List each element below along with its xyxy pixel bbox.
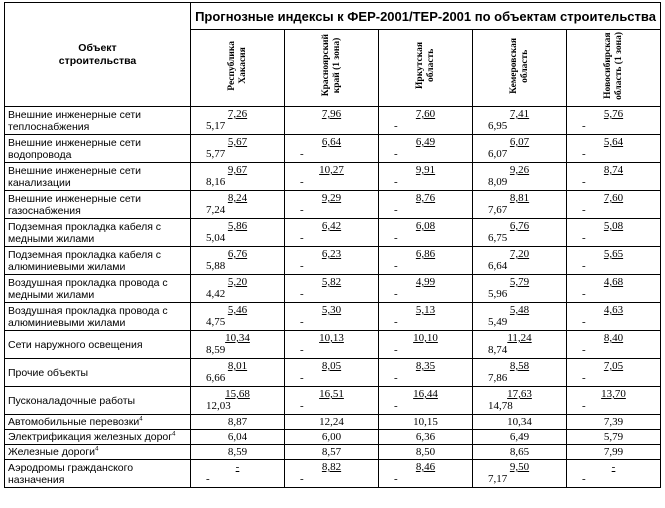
footnote-mark: 4	[139, 416, 143, 423]
index-bottom-value: 5,17	[206, 120, 226, 132]
index-top-value	[285, 303, 378, 316]
index-bottom-value: -	[582, 400, 586, 412]
index-bottom-value: -	[582, 148, 586, 160]
index-cell	[191, 460, 285, 488]
index-bottom-value: -	[394, 288, 398, 300]
index-bottom-value: -	[582, 120, 586, 132]
index-bottom-value: 8,09	[488, 176, 508, 188]
index-top-text: 16,51	[319, 388, 344, 400]
object-name: Воздушная прокладка провода с медными жилами	[5, 275, 191, 303]
index-top-value	[473, 135, 566, 148]
index-top-text: 11,24	[507, 332, 532, 344]
index-top-value	[379, 219, 472, 232]
index-top-text: 10,13	[319, 332, 344, 344]
index-bottom-value: -	[394, 400, 398, 412]
index-cell	[473, 247, 567, 275]
index-top-value	[191, 247, 284, 260]
index-table	[4, 2, 661, 488]
index-cell	[285, 387, 379, 415]
index-top-value	[379, 107, 472, 120]
region-header-khakassia: Республика Хакасия	[191, 30, 285, 107]
index-cell: 8,65	[473, 445, 567, 460]
index-bottom-value: 8,16	[206, 176, 226, 188]
index-cell	[285, 219, 379, 247]
index-bottom-value: -	[394, 344, 398, 356]
table-row	[5, 415, 661, 430]
index-cell: 6,49	[473, 430, 567, 445]
index-cell	[191, 135, 285, 163]
index-cell: 6,36	[379, 430, 473, 445]
index-cell	[379, 359, 473, 387]
index-top-text: 5,67	[227, 136, 248, 148]
index-top-text: 6,64	[321, 136, 342, 148]
index-top-value	[285, 387, 378, 400]
index-top-value	[379, 247, 472, 260]
index-top-value	[191, 387, 284, 400]
object-name: Сети наружного освещения	[5, 331, 191, 359]
index-top-value	[379, 303, 472, 316]
index-bottom-value: 6,64	[488, 260, 508, 272]
index-top-text: 8,05	[321, 360, 342, 372]
index-top-text: 6,86	[415, 248, 436, 260]
index-bottom-value: -	[300, 316, 304, 328]
index-bottom-value: -	[300, 148, 304, 160]
index-top-value	[285, 275, 378, 288]
index-top-text: 8,01	[227, 360, 248, 372]
index-cell	[567, 460, 661, 488]
index-cell	[379, 219, 473, 247]
index-bottom-value: 14,78	[488, 400, 513, 412]
index-top-text: 5,86	[227, 220, 248, 232]
index-cell	[567, 247, 661, 275]
index-top-value	[567, 219, 660, 232]
index-top-value	[473, 163, 566, 176]
index-bottom-value: -	[394, 148, 398, 160]
object-name: Прочие объекты	[5, 359, 191, 387]
index-cell	[567, 387, 661, 415]
index-top-text: 8,35	[415, 360, 436, 372]
index-top-text: 4,68	[603, 276, 624, 288]
index-cell	[191, 359, 285, 387]
index-top-text: 4,63	[603, 304, 624, 316]
index-cell	[473, 303, 567, 331]
table-row	[5, 191, 661, 219]
index-top-value	[191, 460, 284, 473]
index-top-value	[567, 163, 660, 176]
index-top-value	[285, 247, 378, 260]
region-header-irkutsk: Иркутская область	[379, 30, 473, 107]
object-column-header: Объект строительства	[5, 3, 191, 107]
index-cell	[191, 107, 285, 135]
index-top-text: 8,74	[603, 164, 624, 176]
index-top-value	[285, 163, 378, 176]
index-cell	[191, 163, 285, 191]
index-cell: 6,04	[191, 430, 285, 445]
object-name: Пусконаладочные работы	[5, 387, 191, 415]
footnote-mark: 4	[95, 446, 99, 453]
index-bottom-value: -	[394, 372, 398, 384]
index-top-text: 7,60	[603, 192, 624, 204]
index-top-text: 5,08	[603, 220, 624, 232]
index-top-text: 6,07	[509, 136, 530, 148]
index-top-value	[567, 359, 660, 372]
index-top-value	[285, 331, 378, 344]
index-bottom-value: -	[206, 473, 210, 485]
index-bottom-value: -	[582, 176, 586, 188]
index-cell: 5,79	[567, 430, 661, 445]
object-name: Внешние инженерные сети водопровода	[5, 135, 191, 163]
index-top-text: 9,26	[509, 164, 530, 176]
index-top-text: 6,42	[321, 220, 342, 232]
index-cell: 10,34	[473, 415, 567, 430]
index-top-text: 5,64	[603, 136, 624, 148]
object-name: Воздушная прокладка провода с алюминиевыми жилами	[5, 303, 191, 331]
index-top-value	[191, 303, 284, 316]
index-cell	[567, 163, 661, 191]
index-bottom-value: -	[394, 260, 398, 272]
table-row	[5, 430, 661, 445]
index-cell	[473, 460, 567, 488]
table-row	[5, 331, 661, 359]
index-top-value	[473, 331, 566, 344]
index-bottom-value: -	[582, 260, 586, 272]
index-top-text: 16,44	[413, 388, 438, 400]
index-bottom-value: -	[300, 344, 304, 356]
index-top-text: 5,30	[321, 304, 342, 316]
object-name: Подземная прокладка кабеля с алюминиевыми жилами	[5, 247, 191, 275]
object-name	[5, 445, 191, 460]
index-top-value	[567, 247, 660, 260]
table-row	[5, 460, 661, 488]
index-bottom-value: -	[394, 473, 398, 485]
object-name	[5, 415, 191, 430]
index-top-value	[473, 460, 566, 473]
index-bottom-value: 8,74	[488, 344, 508, 356]
index-bottom-value: -	[300, 176, 304, 188]
index-top-text: -	[235, 461, 240, 473]
index-cell	[567, 331, 661, 359]
index-bottom-value: 5,88	[206, 260, 226, 272]
index-top-text: 5,76	[603, 108, 624, 120]
index-cell	[285, 107, 379, 135]
index-cell	[285, 331, 379, 359]
index-top-value	[473, 387, 566, 400]
index-cell: 7,99	[567, 445, 661, 460]
index-cell	[379, 331, 473, 359]
region-header-novosibirsk: Новосибирская область (1 зона)	[567, 30, 661, 107]
index-top-value	[379, 275, 472, 288]
index-bottom-value: -	[582, 316, 586, 328]
index-top-text: 7,41	[509, 108, 530, 120]
index-top-text: 13,70	[601, 388, 626, 400]
index-cell	[191, 303, 285, 331]
object-name	[5, 430, 191, 445]
index-top-value	[567, 460, 660, 473]
index-bottom-value: -	[582, 204, 586, 216]
table-row	[5, 445, 661, 460]
index-bottom-value: 5,04	[206, 232, 226, 244]
index-cell	[379, 387, 473, 415]
index-bottom-value: -	[582, 232, 586, 244]
index-bottom-value: -	[300, 400, 304, 412]
index-cell	[191, 331, 285, 359]
object-name-text: Электрификация железных дорог	[8, 431, 173, 443]
index-cell	[379, 460, 473, 488]
index-top-text: 8,40	[603, 332, 624, 344]
index-cell: 8,50	[379, 445, 473, 460]
index-bottom-value: -	[394, 204, 398, 216]
index-top-text: 6,23	[321, 248, 342, 260]
index-top-text: 5,48	[509, 304, 530, 316]
index-top-value	[379, 191, 472, 204]
index-top-value	[473, 219, 566, 232]
index-bottom-value: -	[582, 473, 586, 485]
index-top-text: 15,68	[225, 388, 250, 400]
index-cell	[567, 191, 661, 219]
index-cell	[567, 135, 661, 163]
index-bottom-value: 12,03	[206, 400, 231, 412]
object-name: Аэродромы гражданского назначения	[5, 460, 191, 488]
index-top-text: 7,60	[415, 108, 436, 120]
index-bottom-value: 7,24	[206, 204, 226, 216]
index-top-value	[285, 135, 378, 148]
index-bottom-value: -	[394, 316, 398, 328]
index-top-value	[191, 107, 284, 120]
index-top-text: 5,79	[509, 276, 530, 288]
index-cell	[567, 107, 661, 135]
index-cell	[285, 303, 379, 331]
index-cell	[473, 191, 567, 219]
index-cell: 6,00	[285, 430, 379, 445]
index-top-value	[191, 275, 284, 288]
index-top-text: 8,82	[321, 461, 342, 473]
index-top-text: 9,67	[227, 164, 248, 176]
index-cell	[567, 303, 661, 331]
object-name: Внешние инженерные сети газоснабжения	[5, 191, 191, 219]
index-top-value	[191, 331, 284, 344]
index-top-value	[191, 191, 284, 204]
table-row	[5, 247, 661, 275]
index-cell	[379, 107, 473, 135]
index-cell	[285, 163, 379, 191]
index-top-value	[191, 219, 284, 232]
index-top-text: 8,24	[227, 192, 248, 204]
index-top-text: 9,29	[321, 192, 342, 204]
index-cell	[379, 247, 473, 275]
index-top-value	[191, 163, 284, 176]
object-name: Внешние инженерные сети канализации	[5, 163, 191, 191]
index-top-text: 4,99	[415, 276, 436, 288]
index-top-value	[379, 387, 472, 400]
index-top-value	[567, 303, 660, 316]
index-top-text: 8,46	[415, 461, 436, 473]
index-bottom-value: -	[394, 232, 398, 244]
index-top-text: -	[611, 461, 616, 473]
index-cell	[379, 303, 473, 331]
index-top-value	[473, 191, 566, 204]
index-top-value	[473, 303, 566, 316]
index-bottom-value: -	[582, 372, 586, 384]
index-top-text: 5,82	[321, 276, 342, 288]
index-bottom-value: 6,66	[206, 372, 226, 384]
index-bottom-value: 6,07	[488, 148, 508, 160]
index-bottom-value: 5,77	[206, 148, 226, 160]
index-cell	[379, 135, 473, 163]
footnote-mark: 4	[172, 431, 176, 438]
index-bottom-value: 4,42	[206, 288, 226, 300]
index-bottom-value: -	[300, 288, 304, 300]
index-top-value	[473, 359, 566, 372]
index-top-text: 7,96	[321, 108, 342, 120]
index-cell	[379, 275, 473, 303]
index-bottom-value: -	[300, 473, 304, 485]
index-cell	[473, 275, 567, 303]
index-cell: 10,15	[379, 415, 473, 430]
index-cell	[473, 387, 567, 415]
index-top-value	[567, 331, 660, 344]
index-cell	[191, 219, 285, 247]
index-bottom-value: 6,75	[488, 232, 508, 244]
index-bottom-value: -	[300, 372, 304, 384]
index-top-text: 10,34	[225, 332, 250, 344]
region-header-krasnoyarsk: Красноярский край (1 зона)	[285, 30, 379, 107]
index-cell	[191, 275, 285, 303]
index-top-text: 10,27	[319, 164, 344, 176]
table-row	[5, 387, 661, 415]
index-cell: 8,57	[285, 445, 379, 460]
index-top-value	[379, 359, 472, 372]
index-cell	[473, 219, 567, 247]
index-cell	[191, 387, 285, 415]
index-cell	[473, 107, 567, 135]
forecast-indices-header: Прогнозные индексы к ФЕР-2001/ТЕР-2001 по объектам строительства	[191, 3, 661, 30]
region-header-kemerovo: Кемеровская область	[473, 30, 567, 107]
index-cell: 12,24	[285, 415, 379, 430]
index-cell	[285, 460, 379, 488]
index-top-value	[285, 107, 378, 120]
index-top-text: 10,10	[413, 332, 438, 344]
index-top-text: 17,63	[507, 388, 532, 400]
table-row	[5, 219, 661, 247]
index-top-value	[379, 460, 472, 473]
index-top-value	[191, 359, 284, 372]
index-top-text: 6,76	[227, 248, 248, 260]
object-name-text: Автомобильные перевозки	[8, 416, 140, 428]
index-cell	[191, 247, 285, 275]
index-top-text: 7,20	[509, 248, 530, 260]
index-cell: 8,59	[191, 445, 285, 460]
index-top-text: 9,50	[509, 461, 530, 473]
table-row	[5, 163, 661, 191]
table-row	[5, 275, 661, 303]
index-top-value	[473, 275, 566, 288]
object-name-text: Железные дороги	[8, 446, 96, 458]
index-top-value	[567, 275, 660, 288]
index-bottom-value: 5,96	[488, 288, 508, 300]
index-top-value	[285, 460, 378, 473]
index-top-value	[473, 107, 566, 120]
object-name: Внешние инженерные сети теплоснабжения	[5, 107, 191, 135]
index-top-value	[285, 359, 378, 372]
index-top-value	[285, 219, 378, 232]
index-bottom-value: 7,67	[488, 204, 508, 216]
index-top-value	[567, 387, 660, 400]
index-bottom-value: 8,59	[206, 344, 226, 356]
index-bottom-value: -	[300, 260, 304, 272]
index-top-value	[191, 135, 284, 148]
index-bottom-value: 4,75	[206, 316, 226, 328]
index-top-text: 6,76	[509, 220, 530, 232]
index-top-text: 8,81	[509, 192, 530, 204]
index-top-value	[567, 107, 660, 120]
index-top-text: 5,13	[415, 304, 436, 316]
index-cell	[191, 191, 285, 219]
index-top-value	[473, 247, 566, 260]
index-cell	[473, 331, 567, 359]
index-bottom-value: -	[300, 232, 304, 244]
index-top-text: 8,58	[509, 360, 530, 372]
index-top-value	[567, 191, 660, 204]
index-top-text: 6,49	[415, 136, 436, 148]
index-top-value	[379, 163, 472, 176]
index-cell	[379, 163, 473, 191]
index-cell	[285, 275, 379, 303]
table-row	[5, 107, 661, 135]
index-top-text: 9,91	[415, 164, 436, 176]
index-bottom-value: -	[582, 344, 586, 356]
index-top-value	[285, 191, 378, 204]
table-row	[5, 303, 661, 331]
index-cell	[285, 191, 379, 219]
object-name: Подземная прокладка кабеля с медными жилами	[5, 219, 191, 247]
index-top-text: 8,76	[415, 192, 436, 204]
index-top-value	[379, 331, 472, 344]
index-bottom-value: 7,17	[488, 473, 508, 485]
index-bottom-value: -	[394, 120, 398, 132]
index-cell	[285, 135, 379, 163]
index-bottom-value: -	[300, 204, 304, 216]
index-top-value	[567, 135, 660, 148]
index-bottom-value: 5,49	[488, 316, 508, 328]
index-bottom-value: -	[394, 176, 398, 188]
index-bottom-value: 7,86	[488, 372, 508, 384]
index-cell	[285, 247, 379, 275]
index-cell	[379, 191, 473, 219]
index-top-text: 5,46	[227, 304, 248, 316]
index-cell	[473, 359, 567, 387]
index-cell	[567, 359, 661, 387]
index-bottom-value: -	[582, 288, 586, 300]
index-top-text: 6,08	[415, 220, 436, 232]
index-top-text: 7,05	[603, 360, 624, 372]
index-cell	[567, 275, 661, 303]
index-cell: 7,39	[567, 415, 661, 430]
table-row	[5, 135, 661, 163]
table-row	[5, 359, 661, 387]
index-top-value	[379, 135, 472, 148]
index-cell	[285, 359, 379, 387]
index-bottom-value: 6,95	[488, 120, 508, 132]
index-cell	[473, 135, 567, 163]
index-top-text: 5,65	[603, 248, 624, 260]
index-top-text: 7,26	[227, 108, 248, 120]
index-cell	[567, 219, 661, 247]
index-cell	[473, 163, 567, 191]
index-top-text: 5,20	[227, 276, 248, 288]
index-cell: 8,87	[191, 415, 285, 430]
